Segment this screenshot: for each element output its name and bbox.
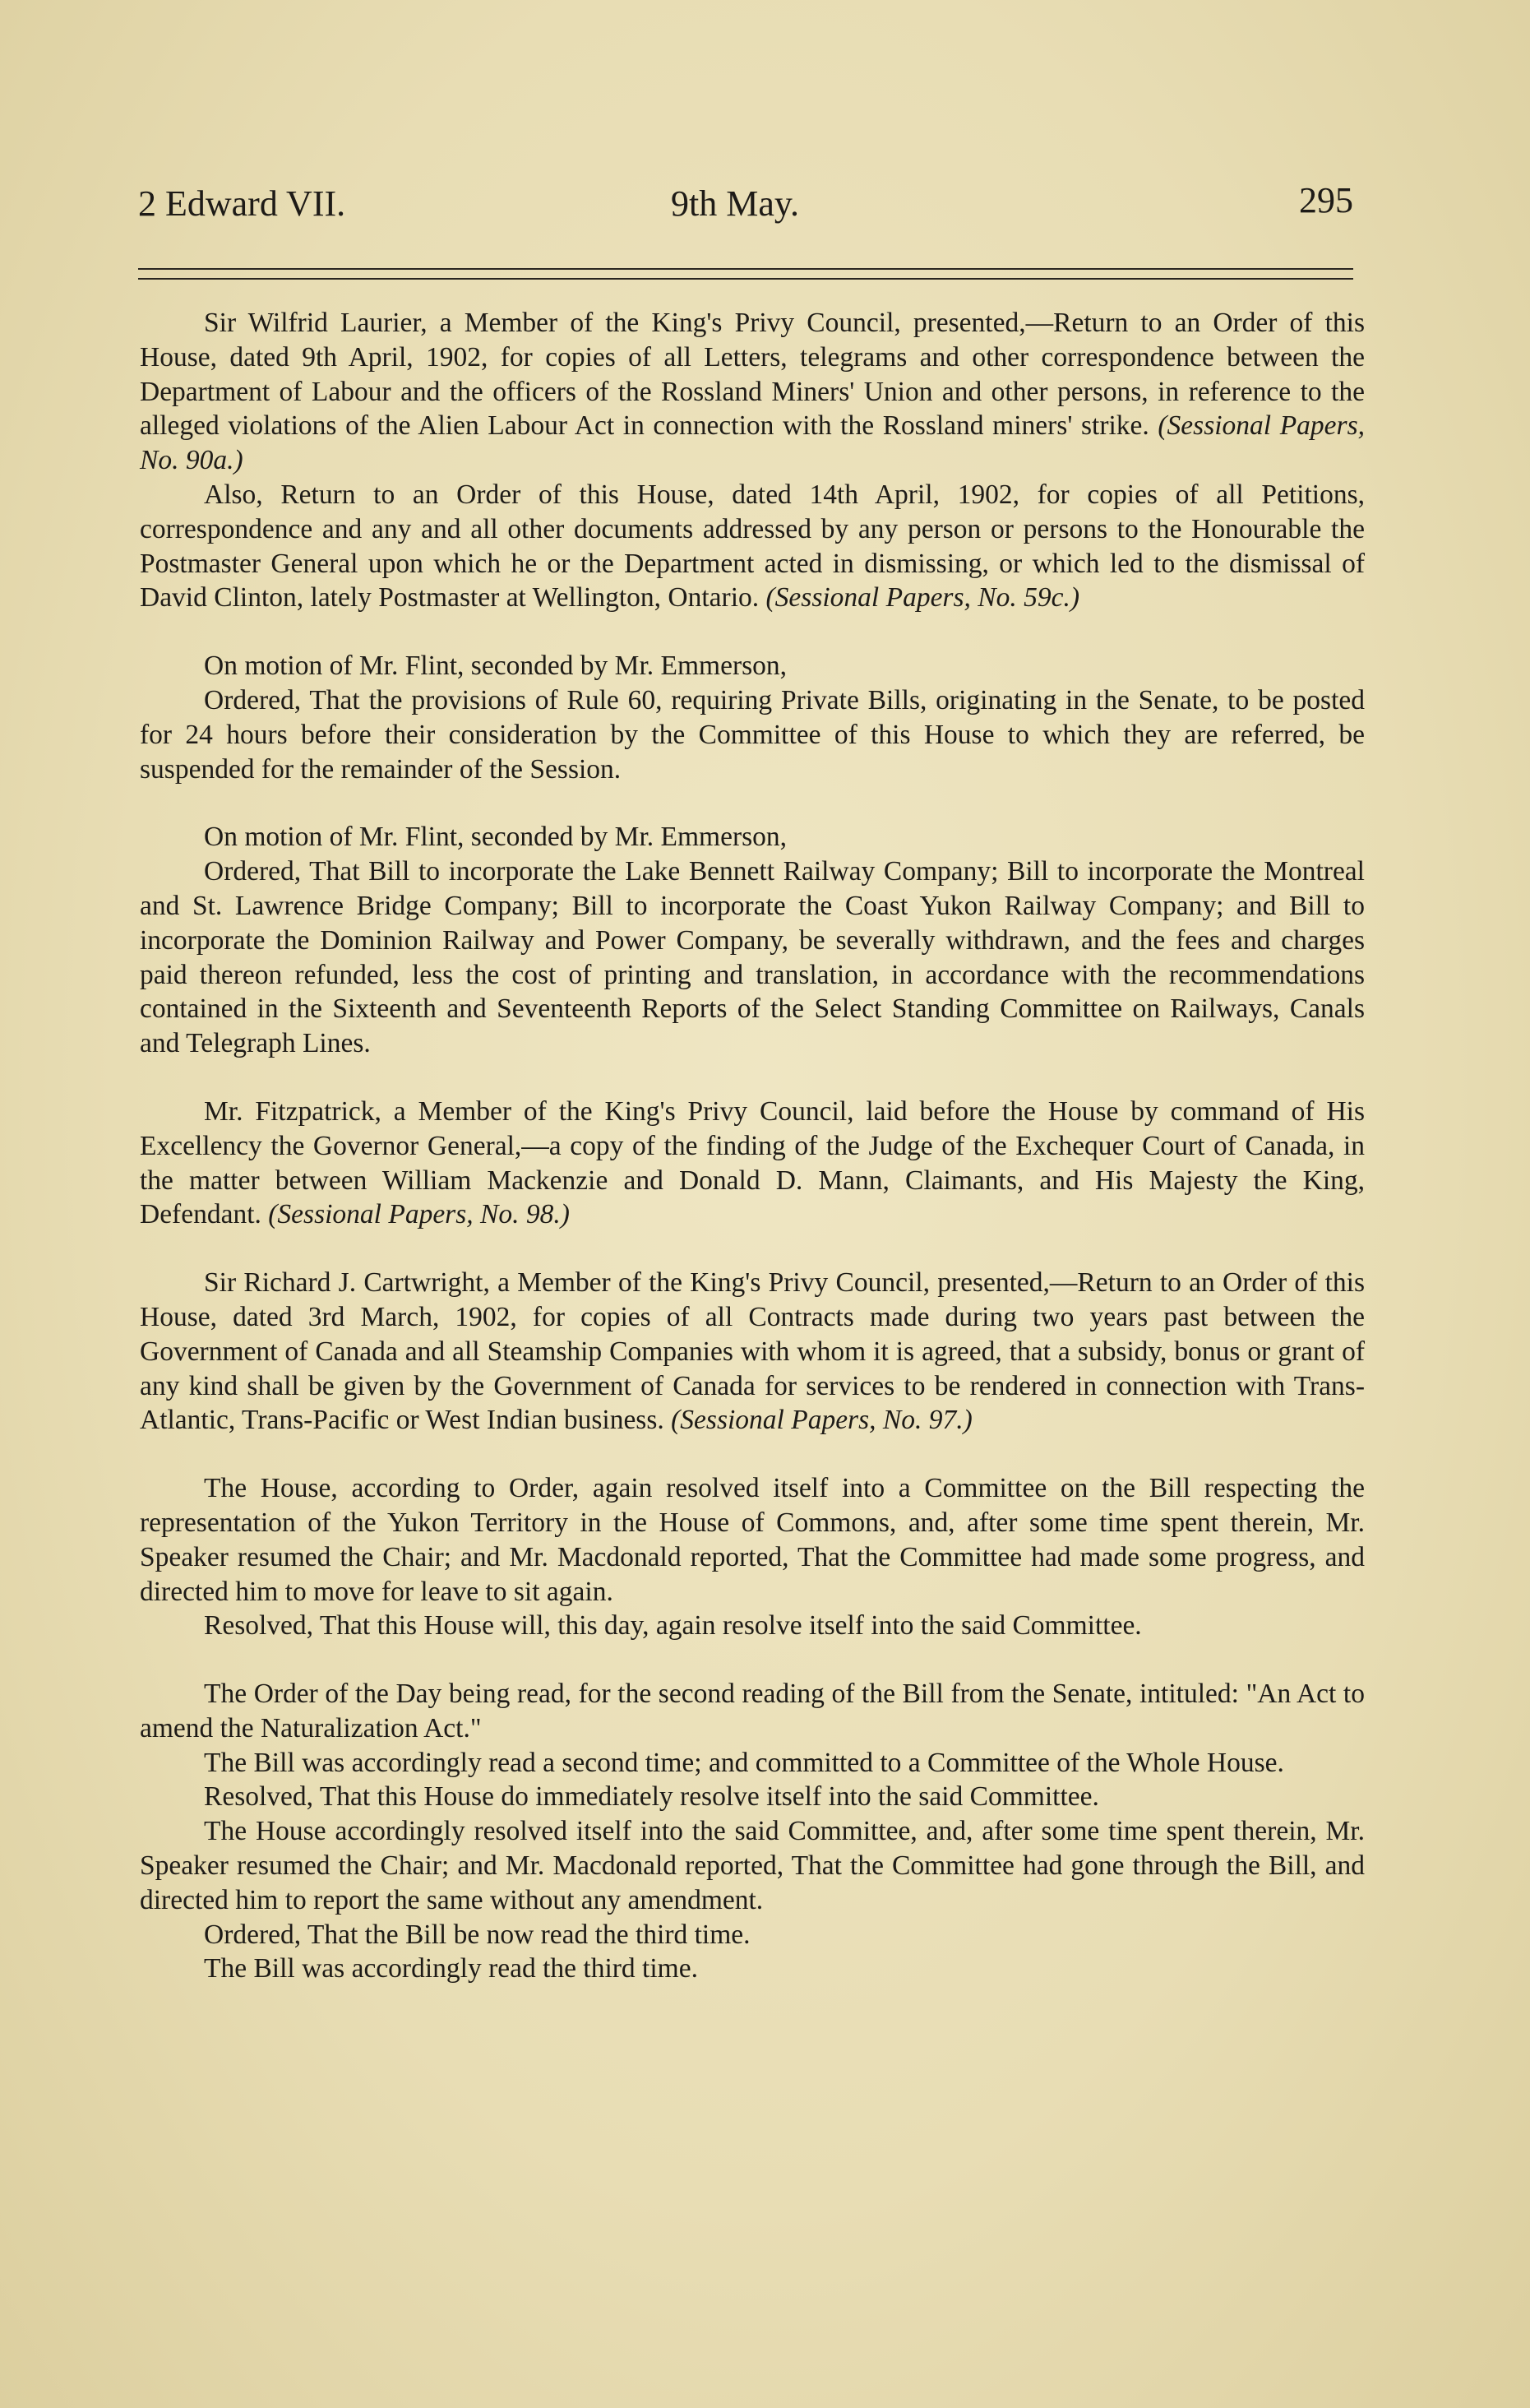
paragraph-text: Resolved, That this House will, this day, again resolve itself into the said Committee. [204,1610,1142,1642]
paragraph-text: Ordered, That the Bill be now read the third time. [204,1919,751,1950]
entry-paragraph [140,1814,1365,1917]
paragraph-text: The House accordingly resolved itself into the said Committee, and, after some time spent therein, Mr. Speaker resumed the Chair; and Mr. Macdonald reported, That the Committee had gone through the Bill, and directed him to report the same without any amendment. [140,1816,1365,1915]
sessional-paper-reference: (Sessional Papers, No. 97.) [671,1405,973,1436]
journal-entry [140,1266,1365,1438]
journal-entry [140,649,1365,786]
paragraph-text: Sir Richard J. Cartwright, a Member of the King's Privy Council, presented,—Return to an Order of this House, dated 3rd March, 1902, for copies of all Contracts made during two years past between the Government of Canada and all Steamship Companies with whom it is agreed, that a subsidy, bonus or grant of any kind shall be given by the Government of Canada for services to be rendered in connection with Trans-Atlantic, Trans-Pacific or West Indian business. [140,1267,1365,1436]
entry-paragraph [140,1918,1365,1952]
journal-body [140,306,1365,2020]
regnal-year: 2 Edward VII. [138,183,346,224]
paragraph-text: Mr. Fitzpatrick, a Member of the King's Privy Council, laid before the House by command of His Excellency the Governor General,—a copy of the finding of the Judge of the Exchequer Court of Canada, in the matter between William Mackenzie and Donald D. Mann, Claimants, and His Majesty the King, Defendant. [140,1095,1365,1230]
journal-entry [140,1677,1365,1986]
entry-paragraph [140,1677,1365,1746]
paragraph-text: The Bill was accordingly read the third time. [204,1953,698,1984]
entry-paragraph [140,478,1365,615]
entry-paragraph [140,1952,1365,1986]
entry-paragraph [140,820,1365,854]
page-header [138,180,1353,248]
paragraph-text: The Bill was accordingly read a second time; and committed to a Committee of the Whole House. [204,1747,1284,1778]
paragraph-text: On motion of Mr. Flint, seconded by Mr. Emmerson, [204,822,788,853]
journal-entry [140,306,1365,615]
paragraph-text: Sir Wilfrid Laurier, a Member of the King's Privy Council, presented,—Return to an Order of this House, dated 9th April, 1902, for copies of all Letters, telegrams and other correspondence between the Department of Labour and the officers of the Rossland Miners' Union and other persons, in reference to the alleged violations of the Alien Labour Act in connection with the Rossland miners' strike. [140,308,1365,442]
sessional-paper-reference: (Sessional Papers, No. 98.) [268,1199,570,1230]
journal-entry [140,1095,1365,1232]
entry-paragraph [140,1095,1365,1232]
entry-paragraph [140,1471,1365,1609]
paragraph-text: The House, according to Order, again resolved itself into a Committee on the Bill respecting the representation of the Yukon Territory in the House of Commons, and, after some time spent therein, Mr. Speaker resumed the Chair; and Mr. Macdonald reported, That the Committee had made some progress, and directed him to move for leave to sit again. [140,1473,1365,1607]
page-date: 9th May. [671,183,800,224]
page-number: 295 [1299,180,1353,220]
entry-paragraph [140,1780,1365,1814]
entry-paragraph [140,1266,1365,1438]
entry-paragraph [140,1746,1365,1781]
journal-entry [140,1471,1365,1643]
entry-paragraph [140,854,1365,1061]
paragraph-text: On motion of Mr. Flint, seconded by Mr. Emmerson, [204,651,788,682]
entry-paragraph [140,683,1365,786]
sessional-paper-reference: (Sessional Papers, No. 59c.) [765,582,1080,614]
entry-paragraph [140,1609,1365,1643]
entry-paragraph [140,649,1365,683]
paragraph-text: Also, Return to an Order of this House, dated 14th April, 1902, for copies of all Petitions, correspondence and any and all other documents addressed by any person or persons to the Honourable the Postmaster General upon which he or the Department acted in dismissing, or which led to the dismissal of David Clinton, lately Postmaster at Wellington, Ontario. [140,479,1365,614]
paragraph-text: Ordered, That Bill to incorporate the Lake Bennett Railway Company; Bill to incorporate the Montreal and St. Lawrence Bridge Company; Bill to incorporate the Coast Yukon Railway Company; and Bill to incorporate the Dominion Railway and Power Company, be severally withdrawn, and the fees and charges paid thereon refunded, less the cost of printing and translation, in accordance with the recommendations contained in the Sixteenth and Seventeenth Reports of the Select Standing Committee on Railways, Canals and Telegraph Lines. [140,856,1365,1059]
journal-entry [140,820,1365,1061]
paragraph-text: The Order of the Day being read, for the second reading of the Bill from the Senate, intituled: "An Act to amend the Naturalization Act." [140,1679,1365,1743]
sessional-paper-reference: (Sessional Papers, No. 90a.) [140,410,1365,476]
paragraph-text: Resolved, That this House do immediately resolve itself into the said Committee. [204,1781,1099,1813]
paragraph-text: Ordered, That the provisions of Rule 60, requiring Private Bills, originating in the Senate, to be posted for 24 hours before their consideration by the Committee of this House to which they are referred, be suspended for the remainder of the Session. [140,684,1365,785]
header-double-rule [138,268,1353,280]
entry-paragraph [140,306,1365,478]
